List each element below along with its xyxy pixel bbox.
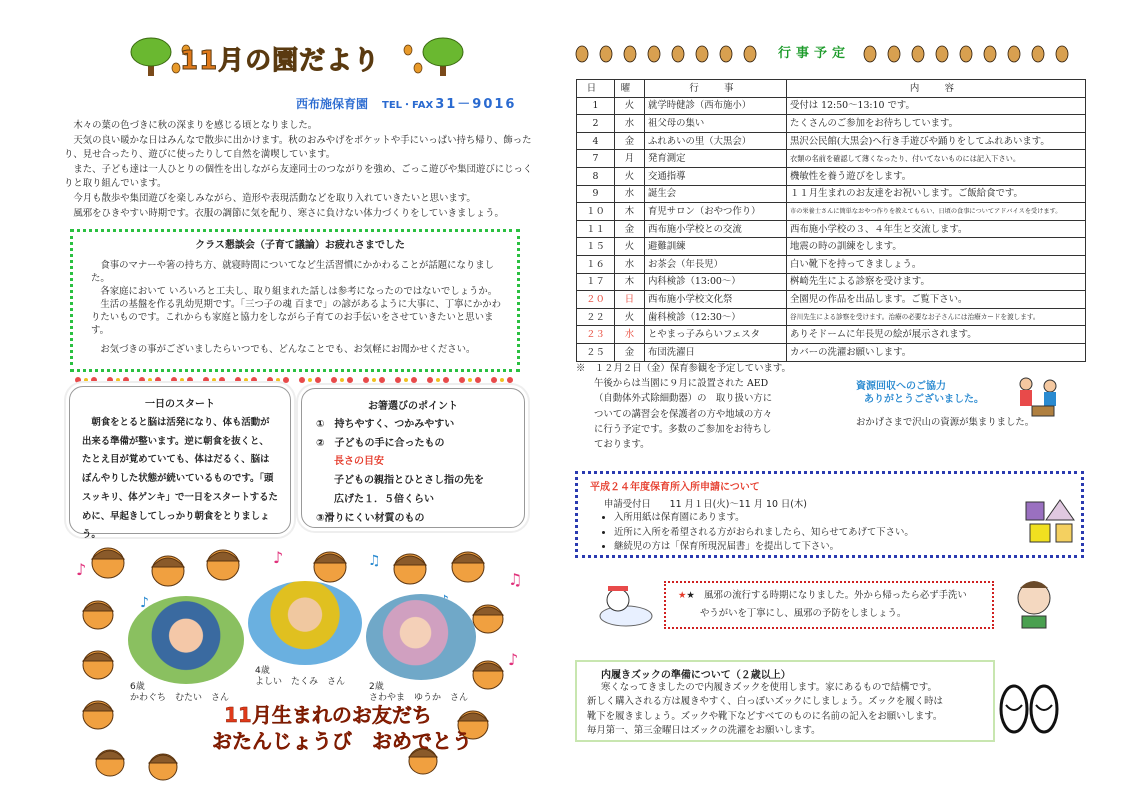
aed-note bbox=[576, 361, 820, 452]
cell-event: 育児サロン（おやつ作り） bbox=[645, 203, 787, 221]
day-start-heading: 一日のスタート bbox=[145, 399, 215, 410]
intro-paragraph: 風邪をひきやすい時期です。衣服の調節に気を配り、寒さに負けない体力づくりをしていきましょう。 bbox=[73, 207, 504, 219]
indoor-shoes-icon bbox=[998, 683, 1062, 735]
aed-note-line: ※ １２月２日（金）保育参観を予定しています。 bbox=[576, 363, 791, 374]
recycle-heading: ありがとうございました。 bbox=[864, 394, 984, 405]
day-start-box bbox=[69, 386, 291, 541]
cell-day: 2 bbox=[577, 115, 615, 133]
cell-detail: ありそドームに年長児の絵が展示されます。 bbox=[787, 326, 1086, 344]
table-row bbox=[577, 115, 1086, 133]
cell-dow: 日 bbox=[615, 291, 645, 309]
header-event: 行 事 bbox=[645, 80, 787, 98]
table-row bbox=[577, 308, 1086, 326]
cell-event: 誕生会 bbox=[645, 185, 787, 203]
birthday-photo-1 bbox=[128, 596, 244, 684]
cell-event: 内科検診（13:00～） bbox=[645, 273, 787, 291]
svg-text:♪: ♪ bbox=[508, 650, 519, 669]
newsletter-title: 11月の園だより bbox=[180, 46, 381, 76]
enrollment-heading: 平成２４年度保育所入所申請について bbox=[590, 482, 760, 493]
table-row bbox=[577, 220, 1086, 238]
enrollment-period: 申請受付日 11 月１日(火)～11 月 10 日(木) bbox=[604, 499, 807, 510]
chopsticks-box bbox=[301, 388, 525, 528]
kid-name: かわぐち むたい さん bbox=[130, 693, 230, 703]
tel-number: 31－9016 bbox=[435, 97, 517, 112]
sick-child-icon bbox=[596, 578, 656, 628]
aed-note-line: 午後からは当園に９月に設置された AED bbox=[594, 378, 769, 390]
cell-event: 避難訓練 bbox=[645, 238, 787, 256]
cell-day: 8 bbox=[577, 167, 615, 185]
intro-paragraph: 今月も散歩や集団遊びを楽しみながら、造形や表現活動などを取り入れていきたいと思います。 bbox=[73, 192, 476, 204]
intro-paragraph: 天気の良い暖かな日はみんなで散歩に出かけます。秋のおみやげをポケットや手にいっぱい持ち帰り、飾ったり、見せ合ったり、遊びに使ったりして自然を満喫しています。 bbox=[64, 134, 532, 161]
cell-dow: 木 bbox=[615, 273, 645, 291]
cell-dow: 水 bbox=[615, 326, 645, 344]
table-row bbox=[577, 132, 1086, 150]
acorn-character-icon bbox=[473, 605, 503, 633]
svg-text:♪: ♪ bbox=[76, 560, 87, 579]
kid-age: 4歳 bbox=[255, 666, 270, 676]
header-dow: 曜 bbox=[615, 80, 645, 98]
indoor-shoes-line: 新しく購入される方は履きやすく、白っぽいズックにしましょう。ズックを履く時は bbox=[587, 696, 943, 708]
list-item: • 継続児の方は「保育所現況届書」を提出して下さい。 bbox=[614, 540, 1069, 555]
school-info bbox=[296, 93, 530, 112]
tree-icon bbox=[131, 38, 171, 76]
cell-day: ２５ bbox=[577, 343, 615, 361]
acorn-character-icon bbox=[314, 552, 346, 582]
chopsticks-item: ② 子どもの手に合ったもの bbox=[316, 437, 445, 449]
list-item: • 入所用紙は保育園にあります。 bbox=[614, 511, 1069, 526]
acorn-character-icon bbox=[149, 754, 177, 780]
cell-dow: 水 bbox=[615, 115, 645, 133]
cell-detail: １１月生まれのお友達をお祝いします。ご飯給食です。 bbox=[787, 185, 1086, 203]
cell-day: 1 bbox=[577, 97, 615, 115]
birthday-title bbox=[212, 702, 472, 754]
cell-detail: 白い靴下を持ってきましょう。 bbox=[787, 255, 1086, 273]
cell-detail: カバーの洗濯お願いします。 bbox=[787, 343, 1086, 361]
acorn-character-icon bbox=[83, 601, 113, 629]
birthday-photo-3 bbox=[366, 594, 476, 680]
acorn-character-icon bbox=[92, 548, 124, 578]
kid-name: さわやま ゆうか さん bbox=[369, 693, 469, 703]
svg-text:♪: ♪ bbox=[140, 595, 149, 611]
children-recycling-icon bbox=[1012, 374, 1068, 420]
cell-day: １１ bbox=[577, 220, 615, 238]
cell-dow: 水 bbox=[615, 255, 645, 273]
acorn-character-icon bbox=[83, 701, 113, 729]
kid-name: よしい たくみ さん bbox=[255, 677, 346, 687]
table-row bbox=[577, 238, 1086, 256]
cold-warning-line: やうがいを丁寧にし、風邪の予防をしましょう。 bbox=[700, 608, 907, 619]
intro-paragraph: また、子ども達は一人ひとりの個性を出しながら友達同士のつながりを強め、ごっこ遊びや集団遊びにじっくりと取り組んでいます。 bbox=[64, 163, 533, 190]
birthday-title-line: 11月生まれのお友だち bbox=[224, 703, 432, 727]
tulip-border bbox=[70, 374, 522, 386]
cell-dow: 金 bbox=[615, 132, 645, 150]
acorn-icon bbox=[576, 46, 756, 62]
birthday-kid-3 bbox=[369, 682, 468, 704]
table-row bbox=[577, 150, 1086, 168]
class-meeting-box bbox=[70, 229, 520, 372]
cell-dow: 金 bbox=[615, 343, 645, 361]
header-detail: 内 容 bbox=[787, 80, 1086, 98]
table-row bbox=[577, 255, 1086, 273]
cell-day: ２２ bbox=[577, 308, 615, 326]
cell-day: ２３ bbox=[577, 326, 615, 344]
recycle-heading: 資源回収へのご協力 bbox=[856, 381, 946, 392]
cell-dow: 火 bbox=[615, 308, 645, 326]
tree-icon bbox=[423, 38, 463, 76]
indoor-shoes-box bbox=[575, 660, 995, 742]
cell-detail: 谷川先生による診察を受けます。治療の必要なお子さんには治療カードを渡します。 bbox=[787, 308, 1086, 326]
svg-text:♪: ♪ bbox=[273, 548, 284, 567]
birthday-kid-2 bbox=[255, 666, 345, 688]
acorn-icon bbox=[864, 46, 1068, 62]
table-row bbox=[577, 167, 1086, 185]
class-meeting-paragraph: お気づきの事がございましたらいつでも、どんなことでも、お気軽にお聞かせください。 bbox=[100, 344, 476, 355]
birthday-photo-2 bbox=[248, 581, 362, 665]
table-row bbox=[577, 326, 1086, 344]
enrollment-box bbox=[575, 471, 1084, 558]
table-row bbox=[577, 343, 1086, 361]
cell-event: ふれあいの里（大黒会） bbox=[645, 132, 787, 150]
kid-age: 6歳 bbox=[130, 682, 145, 692]
chopsticks-item: 長さの目安 bbox=[334, 456, 384, 468]
cell-detail: 地震の時の訓練をします。 bbox=[787, 238, 1086, 256]
cell-detail: 桝崎先生による診察を受けます。 bbox=[787, 273, 1086, 291]
indoor-shoes-line: 毎月第一、第三金曜日はズックの洗濯をお願いします。 bbox=[587, 725, 821, 737]
cell-day: １０ bbox=[577, 203, 615, 221]
cell-event: とやまっ子みらいフェスタ bbox=[645, 326, 787, 344]
svg-text:♫: ♫ bbox=[368, 553, 381, 569]
header-day: 日 bbox=[577, 80, 615, 98]
cell-event: 交通指導 bbox=[645, 167, 787, 185]
svg-text:♫: ♫ bbox=[508, 570, 523, 589]
cell-event: お茶会（年長児） bbox=[645, 255, 787, 273]
birthday-title-line: おたんじょうび おめでとう bbox=[212, 729, 472, 753]
cell-day: ２０ bbox=[577, 291, 615, 309]
acorn-character-icon bbox=[394, 554, 426, 584]
schedule-title: 行事予定 bbox=[774, 42, 854, 61]
cell-day: 9 bbox=[577, 185, 615, 203]
indoor-shoes-heading: 内履きズックの準備について（２歳以上） bbox=[601, 670, 791, 681]
class-meeting-heading: クラス懇談会（子育て議論）お疲れさまでした bbox=[195, 240, 405, 251]
cell-detail: 衣類の名前を確認して薄くなったり、付いてないものには記入下さい。 bbox=[787, 150, 1086, 168]
sneezing-child-icon bbox=[1006, 576, 1066, 632]
cell-event: 発育測定 bbox=[645, 150, 787, 168]
acorn-character-icon bbox=[83, 651, 113, 679]
chopsticks-item: ① 持ちやすく、つかみやすい bbox=[316, 419, 455, 430]
indoor-shoes-line: 寒くなってきましたので内履きズックを使用します。家にあるもので結構です。 bbox=[601, 682, 937, 693]
cell-dow: 火 bbox=[615, 97, 645, 115]
chopsticks-item: 広げた１．５倍くらい bbox=[334, 493, 434, 505]
cell-day: 7 bbox=[577, 150, 615, 168]
cell-dow: 金 bbox=[615, 220, 645, 238]
schedule-header-row bbox=[577, 80, 1086, 98]
acorn-character-icon bbox=[152, 556, 184, 586]
table-row bbox=[577, 291, 1086, 309]
cold-warning-line bbox=[678, 587, 980, 605]
intro-paragraph: 木々の葉の色づきに秋の深まりを感じる頃となりました。 bbox=[73, 120, 318, 131]
star-icon: ★ bbox=[678, 590, 687, 601]
cell-event: 就学時健診（西布施小） bbox=[645, 97, 787, 115]
cell-detail: 全園児の作品を出品します。ご覧下さい。 bbox=[787, 291, 1086, 309]
chopsticks-heading: お箸選びのポイント bbox=[368, 401, 458, 412]
cell-day: 4 bbox=[577, 132, 615, 150]
cell-detail: 機敏性を養う遊びをします。 bbox=[787, 167, 1086, 185]
acorn-character-icon bbox=[96, 750, 124, 776]
birthday-kid-1 bbox=[130, 682, 229, 704]
aed-note-line: （自動体外式除細動器）の 取り扱い方に bbox=[594, 393, 773, 405]
cell-event: 布団洗濯日 bbox=[645, 343, 787, 361]
day-start-text: 朝食をとると脳は活発になり、体も活動が出来る準備が整います。逆に朝食を抜くと、たとえ目が覚めていても、体はだるく、脳はぼんやりした状態が続いているものです。「頭スッキリ、体ゲンキ」で一日をスタートするために、早起きしてしっかり朝食をとりましょう。 bbox=[82, 417, 278, 541]
cell-event: 西布施小学校文化祭 bbox=[645, 291, 787, 309]
chopsticks-item: ③滑りにくい材質のもの bbox=[316, 512, 425, 524]
class-meeting-paragraph: 各家庭において いろいろと工夫し、取り組まれた話しは参考になったのではないでしょうか。 bbox=[100, 286, 498, 297]
aed-note-line: ついての講習会を保護者の方や地域の方々 bbox=[594, 408, 773, 420]
cell-day: １７ bbox=[577, 273, 615, 291]
schedule-table bbox=[576, 79, 1086, 362]
tel-label: TEL・FAX bbox=[382, 100, 434, 111]
cold-warning-text: ★ 風邪の流行する時期になりました。外から帰ったら必ず手洗い bbox=[686, 590, 967, 601]
acorn-character-icon bbox=[207, 550, 239, 580]
intro-text bbox=[64, 119, 540, 221]
cell-event: 歯科検診（12:30～） bbox=[645, 308, 787, 326]
school-name: 西布施保育園 bbox=[296, 97, 369, 111]
cell-dow: 水 bbox=[615, 185, 645, 203]
enrollment-list bbox=[590, 511, 1069, 555]
aed-note-line: ております。 bbox=[594, 439, 650, 451]
aed-note-line: に行う予定です。多数のご参加をお待ちし bbox=[594, 423, 772, 435]
cell-dow: 木 bbox=[615, 203, 645, 221]
kid-age: 2歳 bbox=[369, 682, 384, 692]
class-meeting-paragraph: 食事のマナーや箸の持ち方、就寝時間についてなど生活習慣にかかわることが話題になりました。 bbox=[91, 260, 494, 284]
cell-detail: 黒沢公民館(大黒会)へ行き手遊びや踊りをしてふれあいます。 bbox=[787, 132, 1086, 150]
acorn-character-icon bbox=[473, 661, 503, 689]
table-row bbox=[577, 273, 1086, 291]
class-meeting-paragraph: 生活の基盤を作る乳幼児期です。「三つ子の魂 百まで」の諺があるように大事に、丁寧にかかわりたいものです。これからも家庭と協力をしながら子育てのお手伝いをさせていきたいと思います。 bbox=[91, 299, 502, 336]
cell-event: 西布施小学校との交流 bbox=[645, 220, 787, 238]
cell-detail: 受付は 12:50～13:10 です。 bbox=[787, 97, 1086, 115]
cell-detail: 市の栄養士さんに簡単なおやつ作りを教えてもらい、日頃の食事についてアドバイスを受けます。 bbox=[787, 203, 1086, 221]
cell-dow: 火 bbox=[615, 167, 645, 185]
cell-day: １６ bbox=[577, 255, 615, 273]
cell-day: １５ bbox=[577, 238, 615, 256]
indoor-shoes-line: 靴下を履きましょう。ズックや靴下などすべてのものに名前の記入をお願いします。 bbox=[587, 710, 943, 722]
cell-dow: 火 bbox=[615, 238, 645, 256]
cell-detail: たくさんのご参加をお待ちしています。 bbox=[787, 115, 1086, 133]
table-row bbox=[577, 185, 1086, 203]
cell-detail: 西布施小学校の３、４年生と交流します。 bbox=[787, 220, 1086, 238]
cell-event: 祖父母の集い bbox=[645, 115, 787, 133]
list-item: • 近所に入所を希望される方がおられましたら、知らせてあげて下さい。 bbox=[614, 526, 1069, 541]
cell-dow: 月 bbox=[615, 150, 645, 168]
building-blocks-icon bbox=[1020, 492, 1084, 548]
table-row bbox=[577, 203, 1086, 221]
chopsticks-item: 子どもの親指とひとさし指の先を bbox=[334, 475, 484, 487]
recycle-text: おかげさまで沢山の資源が集まりました。 bbox=[856, 417, 1035, 428]
table-row bbox=[577, 97, 1086, 115]
acorn-character-icon bbox=[452, 552, 484, 582]
cold-warning-box bbox=[664, 581, 994, 629]
